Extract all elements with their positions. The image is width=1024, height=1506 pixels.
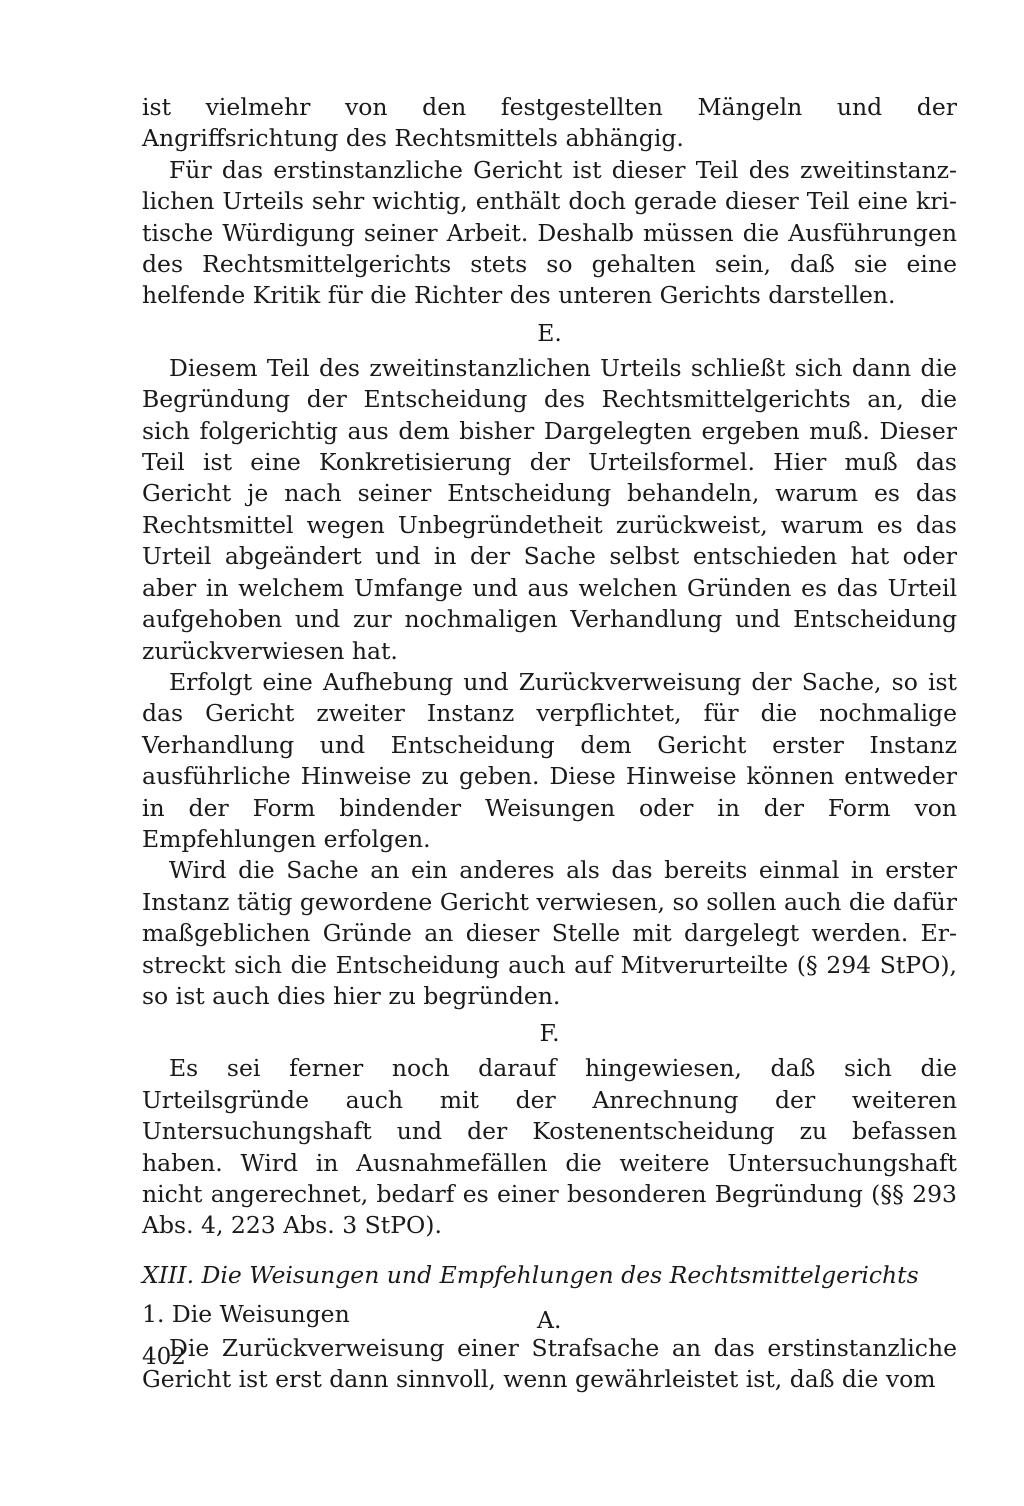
paragraph-remand-sense: Die Zurückverweisung einer Strafsache an das erstinstanzliche Gericht ist erst dann sinnvoll, wenn gewährleistet ist, daß die vom xyxy=(142,1333,957,1394)
paragraph-other-court: Wird die Sache an ein anderes als das bereits einmal in erster Instanz tätig gewordene Gericht verwiesen, so sollen auch die dafür maßgeblichen Gründe an dieser Stelle mit dargelegt werden. Erstreckt sich die Entscheidung auch auf Mitverurteilte (§ 294 StPO), so ist auch dies hier zu begründen. xyxy=(142,856,957,1010)
section-heading-e: E. xyxy=(537,318,562,347)
section-heading-f: F. xyxy=(539,1019,560,1048)
subheading-weisungen: 1. Die Weisungen xyxy=(142,1299,350,1328)
paragraph-remand: Erfolgt eine Aufhebung und Zurückverweisung der Sache, so ist das Gericht zweiter Instanz verpflichtet, für die nochmalige Verhandlung und Entscheidung dem Gericht erster Instanz ausführliche Hinweise zu geben. Diese Hinweise können entweder in der Form bindender Weisungen oder in der Form von Empfehlungen erfolgen. xyxy=(142,667,957,853)
paragraph-decision-reasons: Diesem Teil des zweitinstanzlichen Urteils schließt sich dann die Begründung der Entscheidung des Rechtsmittelgerichts an, die sich folgerichtig aus dem bisher Dargelegten ergeben muß. Dieser Teil ist eine Konkretisierung der Urteilsformel. Hier muß das Gericht je nach seiner Entscheidung behandeln, warum es das Rechtsmittel wegen Unbegründetheit zurückweist, warum es das Urteil abgeändert und in der Sache selbst entschieden hat oder aber in welchem Umfange und aus welchen Gründen es das Urteil aufgehoben und zur nochmaligen Verhandlung und Entscheidung zurückverwiesen hat. xyxy=(142,353,957,665)
page-body xyxy=(142,92,957,1396)
paragraph-continuation: ist vielmehr von den festgestellten Mängeln und der Angriffsrichtung des Rechtsmittels abhängig. xyxy=(142,93,957,153)
section-heading-a: A. xyxy=(537,1305,562,1334)
page-number: 402 xyxy=(142,1344,186,1370)
subheading-row xyxy=(142,1299,957,1333)
chapter-heading: XIII. Die Weisungen und Empfehlungen des Rechtsmittelgerichts xyxy=(142,1260,919,1289)
paragraph-critique: Für das erstinstanzliche Gericht ist dieser Teil des zweitinstanzlichen Urteils sehr wichtig, enthält doch gerade dieser Teil eine kritische Würdigung seiner Arbeit. Deshalb müssen die Ausführungen des Rechtsmittelgerichts stets so gehalten sein, daß sie eine helfende Kritik für die Richter des unteren Gerichts darstellen. xyxy=(142,155,957,310)
paragraph-detention-costs: Es sei ferner noch darauf hingewiesen, daß sich die Urteilsgründe auch mit der Anrechnung der weiteren Untersuchungshaft und der Kostenentscheidung zu befassen haben. Wird in Ausnahmefällen die weitere Untersuchungshaft nicht angerechnet, bedarf es einer besonderen Begründung (§§ 293 Abs. 4, 223 Abs. 3 StPO). xyxy=(142,1054,957,1240)
